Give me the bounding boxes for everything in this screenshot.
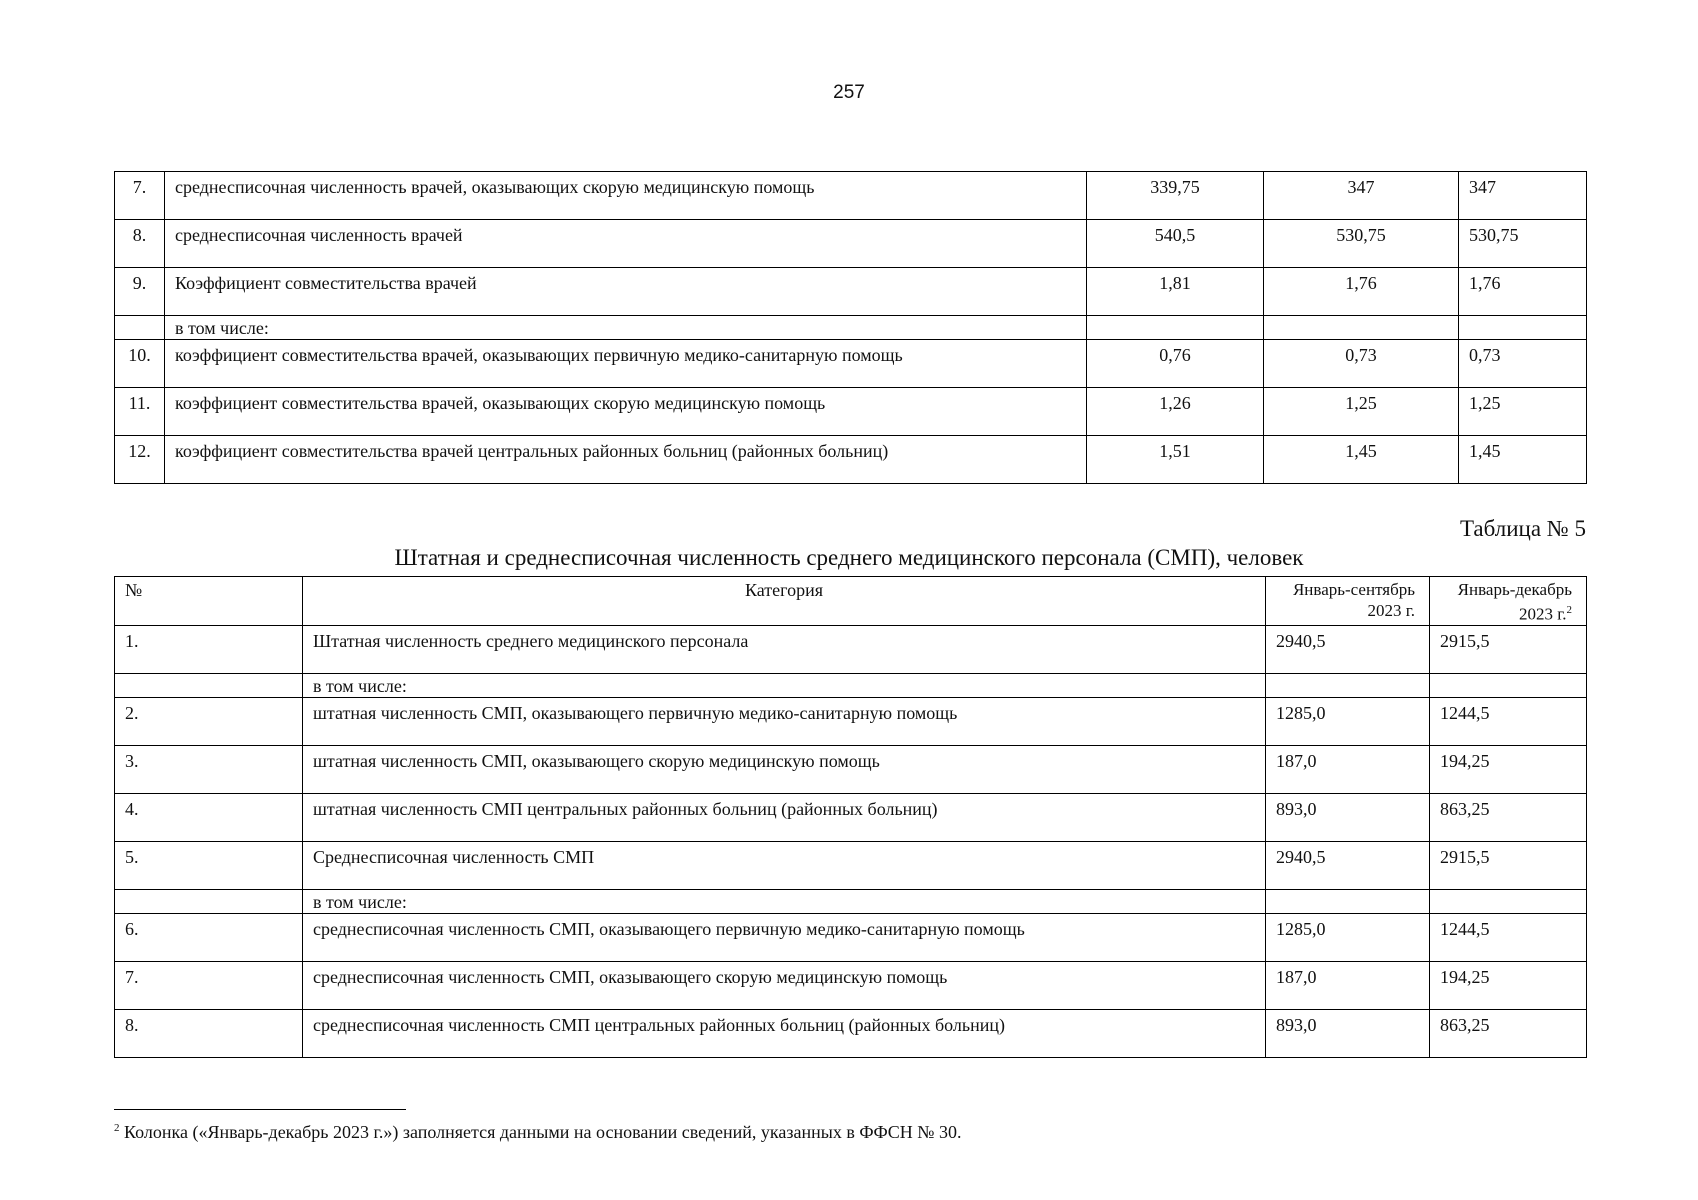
row-value-3: 347	[1459, 172, 1587, 220]
row-value-3	[1459, 316, 1587, 340]
row-value-jan-dec: 2915,5	[1430, 625, 1587, 673]
table-header-row	[115, 577, 1587, 626]
row-value-1: 0,76	[1087, 340, 1264, 388]
row-label: в том числе:	[165, 316, 1087, 340]
table-row	[115, 793, 1587, 841]
row-label: Коэффициент совместительства врачей	[165, 268, 1087, 316]
header-category: Категория	[303, 577, 1266, 626]
row-value-3: 1,76	[1459, 268, 1587, 316]
row-label: коэффициент совместительства врачей, оказывающих первичную медико-санитарную помощь	[165, 340, 1087, 388]
row-label: в том числе:	[303, 673, 1266, 697]
footnote-divider	[114, 1109, 406, 1110]
row-value-jan-sep: 2940,5	[1266, 841, 1430, 889]
row-value-1: 1,51	[1087, 436, 1264, 484]
row-value-jan-dec	[1430, 889, 1587, 913]
row-value-1: 540,5	[1087, 220, 1264, 268]
page-number: 257	[833, 82, 865, 103]
row-label: штатная численность СМП, оказывающего скорую медицинскую помощь	[303, 745, 1266, 793]
row-value-jan-sep: 187,0	[1266, 961, 1430, 1009]
row-label: коэффициент совместительства врачей центральных районных больниц (районных больниц)	[165, 436, 1087, 484]
row-value-2: 1,76	[1264, 268, 1459, 316]
table-row	[115, 388, 1587, 436]
row-number: 7.	[115, 172, 165, 220]
table-row	[115, 841, 1587, 889]
row-number: 1.	[115, 625, 303, 673]
row-number: 5.	[115, 841, 303, 889]
row-value-2: 1,45	[1264, 436, 1459, 484]
row-number: 4.	[115, 793, 303, 841]
row-value-jan-dec: 1244,5	[1430, 913, 1587, 961]
row-label: среднесписочная численность врачей, оказывающих скорую медицинскую помощь	[165, 172, 1087, 220]
table-row	[115, 913, 1587, 961]
row-value-jan-dec	[1430, 673, 1587, 697]
header-period-jan-dec-line2: 2023 г.	[1518, 604, 1567, 624]
row-label: Штатная численность среднего медицинского персонала	[303, 625, 1266, 673]
row-value-jan-sep	[1266, 673, 1430, 697]
staffing-coefficients-table	[114, 171, 1587, 484]
row-number	[115, 316, 165, 340]
table-title: Штатная и среднесписочная численность среднего медицинского персонала (СМП), человек	[394, 545, 1304, 570]
row-value-jan-sep: 1285,0	[1266, 697, 1430, 745]
header-number: №	[115, 577, 303, 626]
row-label: среднесписочная численность врачей	[165, 220, 1087, 268]
table-b-body	[115, 625, 1587, 1057]
table-row	[115, 1009, 1587, 1057]
table-row	[115, 436, 1587, 484]
header-period-jan-dec-line1: Январь-декабрь	[1457, 580, 1572, 599]
row-value-3: 530,75	[1459, 220, 1587, 268]
mid-level-staff-table	[114, 576, 1587, 1058]
row-number: 3.	[115, 745, 303, 793]
row-value-jan-dec: 1244,5	[1430, 697, 1587, 745]
row-value-3: 1,25	[1459, 388, 1587, 436]
row-number: 12.	[115, 436, 165, 484]
row-value-2: 530,75	[1264, 220, 1459, 268]
header-period-jan-sep	[1266, 577, 1430, 626]
header-period-jan-sep-line2: 2023 г.	[1367, 601, 1415, 620]
row-number	[115, 889, 303, 913]
row-value-jan-sep: 1285,0	[1266, 913, 1430, 961]
row-value-2: 1,25	[1264, 388, 1459, 436]
row-value-jan-dec: 863,25	[1430, 1009, 1587, 1057]
row-value-jan-sep: 2940,5	[1266, 625, 1430, 673]
row-value-1	[1087, 316, 1264, 340]
table-row	[115, 961, 1587, 1009]
row-value-3: 0,73	[1459, 340, 1587, 388]
row-number: 10.	[115, 340, 165, 388]
row-value-jan-sep: 187,0	[1266, 745, 1430, 793]
row-value-jan-dec: 194,25	[1430, 745, 1587, 793]
table-row	[115, 220, 1587, 268]
row-number: 11.	[115, 388, 165, 436]
row-number: 2.	[115, 697, 303, 745]
row-label: Среднесписочная численность СМП	[303, 841, 1266, 889]
table-row	[115, 889, 1587, 913]
table-row	[115, 268, 1587, 316]
row-number: 9.	[115, 268, 165, 316]
table-row	[115, 316, 1587, 340]
table-row	[115, 172, 1587, 220]
footnote-text: Колонка («Январь-декабрь 2023 г.») заполняется данными на основании сведений, указанных в ФФСН № 30.	[119, 1122, 962, 1142]
header-period-jan-dec	[1430, 577, 1587, 626]
table-row	[115, 697, 1587, 745]
row-label: штатная численность СМП центральных районных больниц (районных больниц)	[303, 793, 1266, 841]
table-a-body	[115, 172, 1587, 484]
table-row	[115, 745, 1587, 793]
footnote-mark: 2	[114, 1122, 120, 1134]
row-value-2: 0,73	[1264, 340, 1459, 388]
footnote	[114, 1122, 961, 1143]
row-label: в том числе:	[303, 889, 1266, 913]
row-value-2	[1264, 316, 1459, 340]
row-number: 8.	[115, 1009, 303, 1057]
row-value-jan-sep: 893,0	[1266, 793, 1430, 841]
footnote-ref: 2	[1566, 604, 1572, 616]
row-label: среднесписочная численность СМП, оказывающего первичную медико-санитарную помощь	[303, 913, 1266, 961]
row-label: штатная численность СМП, оказывающего первичную медико-санитарную помощь	[303, 697, 1266, 745]
row-value-3: 1,45	[1459, 436, 1587, 484]
row-value-2: 347	[1264, 172, 1459, 220]
row-value-jan-dec: 2915,5	[1430, 841, 1587, 889]
table-row	[115, 340, 1587, 388]
row-value-jan-dec: 194,25	[1430, 961, 1587, 1009]
row-number: 6.	[115, 913, 303, 961]
header-period-jan-sep-line1: Январь-сентябрь	[1292, 580, 1415, 599]
row-value-jan-dec: 863,25	[1430, 793, 1587, 841]
table-number-caption: Таблица № 5	[1459, 516, 1586, 541]
row-number: 8.	[115, 220, 165, 268]
row-value-jan-sep: 893,0	[1266, 1009, 1430, 1057]
row-value-1: 1,81	[1087, 268, 1264, 316]
row-value-jan-sep	[1266, 889, 1430, 913]
row-number: 7.	[115, 961, 303, 1009]
row-label: среднесписочная численность СМП центральных районных больниц (районных больниц)	[303, 1009, 1266, 1057]
table-row	[115, 625, 1587, 673]
row-label: среднесписочная численность СМП, оказывающего скорую медицинскую помощь	[303, 961, 1266, 1009]
table-row	[115, 673, 1587, 697]
row-value-1: 339,75	[1087, 172, 1264, 220]
row-number	[115, 673, 303, 697]
row-label: коэффициент совместительства врачей, оказывающих скорую медицинскую помощь	[165, 388, 1087, 436]
row-value-1: 1,26	[1087, 388, 1264, 436]
